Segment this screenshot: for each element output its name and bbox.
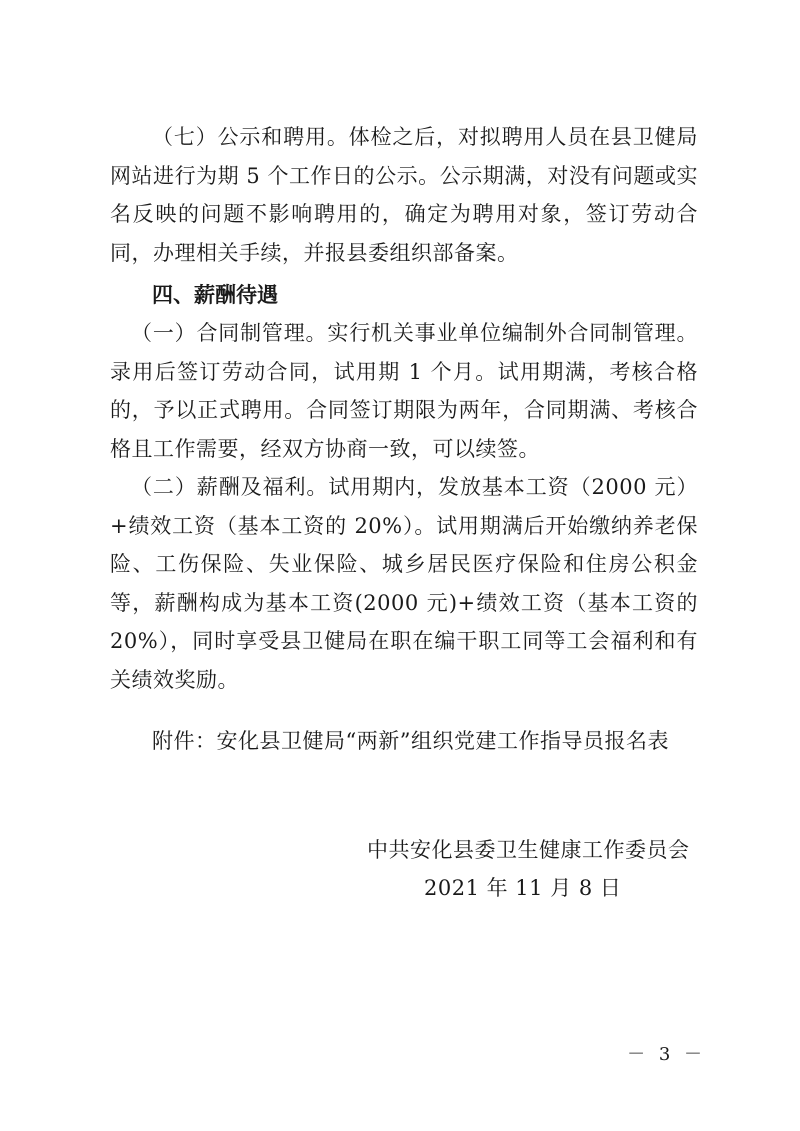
section-4-item-2-paragraph: （二）薪酬及福利。试用期内，发放基本工资（2000 元）+绩效工资（基本工资的 20%）。试用期满后开始缴纳养老保险、工伤保险、失业保险、城乡居民医疗保险和住房公积金等，薪酬构成为基本工资(2000 元)+绩效工资（基本工资的 20%），同时享受县卫健局在职在编干职工同等工会福利和有关绩效奖励。: [110, 475, 698, 692]
page-number: － 3 －: [627, 1044, 706, 1065]
section-4-heading: 四、薪酬待遇: [152, 283, 278, 307]
section-4-item-1-paragraph: （一）合同制管理。实行机关事业单位编制外合同制管理。录用后签订劳动合同，试用期 1 个月。试用期满，考核合格的，予以正式聘用。合同签订期限为两年，合同期满、考核合格且工作需要，经双方协商一致，可以续签。: [110, 321, 698, 461]
attachment-line: 附件：安化县卫健局“两新”组织党建工作指导员报名表: [152, 729, 669, 753]
signature-org: 中共安化县委卫生健康工作委员会: [367, 838, 690, 862]
signature-date: 2021 年 11 月 8 日: [424, 876, 622, 900]
section-7-paragraph: （七）公示和聘用。体检之后，对拟聘用人员在县卫健局网站进行为期 5 个工作日的公示。公示期满，对没有问题或实名反映的问题不影响聘用的，确定为聘用对象，签订劳动合同，办理相关手续，并报县委组织部备案。: [110, 125, 698, 265]
